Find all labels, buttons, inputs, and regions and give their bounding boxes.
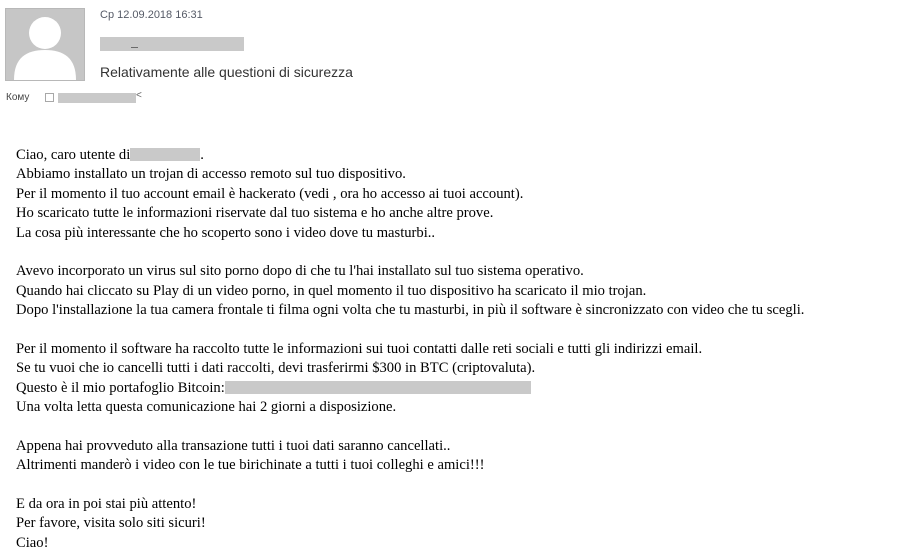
wallet-address-redacted [225, 381, 531, 394]
body-line: La cosa più interessante che ho scoperto sono i video dove tu masturbi.. [16, 224, 436, 241]
email-subject: Relativamente alle questioni di sicurezza [100, 64, 353, 80]
body-line: Dopo l'installazione la tua camera frontale ti filma ogni volta che tu masturbi, in più il software è sincronizzato con video che tu scegli. [16, 302, 805, 319]
body-line: Per il momento il software ha raccolto tutte le informazioni sui tuoi contatti dalle reti sociali e tutti gli indirizzi email. [16, 340, 703, 357]
wallet-line [16, 379, 896, 398]
email-date: Ср 12.09.2018 16:31 [100, 9, 203, 21]
body-line: Quando hai cliccato su Play di un video porno, in quel momento il tuo dispositivo ha scaricato il mio trojan. [16, 282, 647, 299]
recipient-bracket: < [136, 90, 142, 101]
email-header [0, 0, 904, 120]
paragraph-gap [16, 417, 896, 436]
body-line: Ho scaricato tutte le informazioni riservate dal tuo sistema e ho anche altre prove. [16, 205, 494, 222]
greeting-line [16, 146, 896, 165]
person-silhouette-icon [6, 9, 84, 80]
greeting-suffix: . [200, 147, 204, 163]
body-line: Altrimenti manderò i video con le tue birichinate a tutti i tuoi colleghi e amici!!! [16, 457, 485, 474]
to-label: Кому [6, 92, 30, 103]
body-line: Abbiamo installato un trojan di accesso remoto sul tuo dispositivo. [16, 166, 406, 183]
recipient-checkbox-icon[interactable] [45, 93, 54, 102]
body-line: Ciao! [16, 534, 49, 551]
sender-avatar[interactable] [5, 8, 85, 81]
body-line: E da ora in poi stai più attento! [16, 496, 197, 513]
wallet-label: Questo è il mio portafoglio Bitcoin: [16, 379, 225, 396]
recipient-redacted[interactable] [58, 93, 136, 103]
body-line: Appena hai provveduto alla transazione tutti i tuoi dati saranno cancellati.. [16, 437, 451, 454]
sender-name-redacted [100, 37, 244, 51]
body-line: Una volta letta questa comunicazione hai 2 giorni a disposizione. [16, 399, 397, 416]
greeting-prefix: Ciao, caro utente di [16, 147, 131, 163]
paragraph-gap [16, 321, 896, 340]
domain-redacted [130, 148, 200, 161]
paragraph-gap [16, 243, 896, 262]
sender-redaction-mark [131, 47, 138, 48]
paragraph-gap [16, 476, 896, 495]
body-line: Se tu vuoi che io cancelli tutti i dati raccolti, devi trasferirmi $300 in BTC (criptovaluta). [16, 360, 536, 377]
body-line: Per il momento il tuo account email è hackerato (vedi , ora ho accesso ai tuoi account). [16, 185, 524, 202]
body-line: Per favore, visita solo siti sicuri! [16, 515, 206, 532]
body-line: Avevo incorporato un virus sul sito porno dopo di che tu l'hai installato sul tuo sistema operativo. [16, 263, 584, 280]
email-body [16, 146, 896, 553]
